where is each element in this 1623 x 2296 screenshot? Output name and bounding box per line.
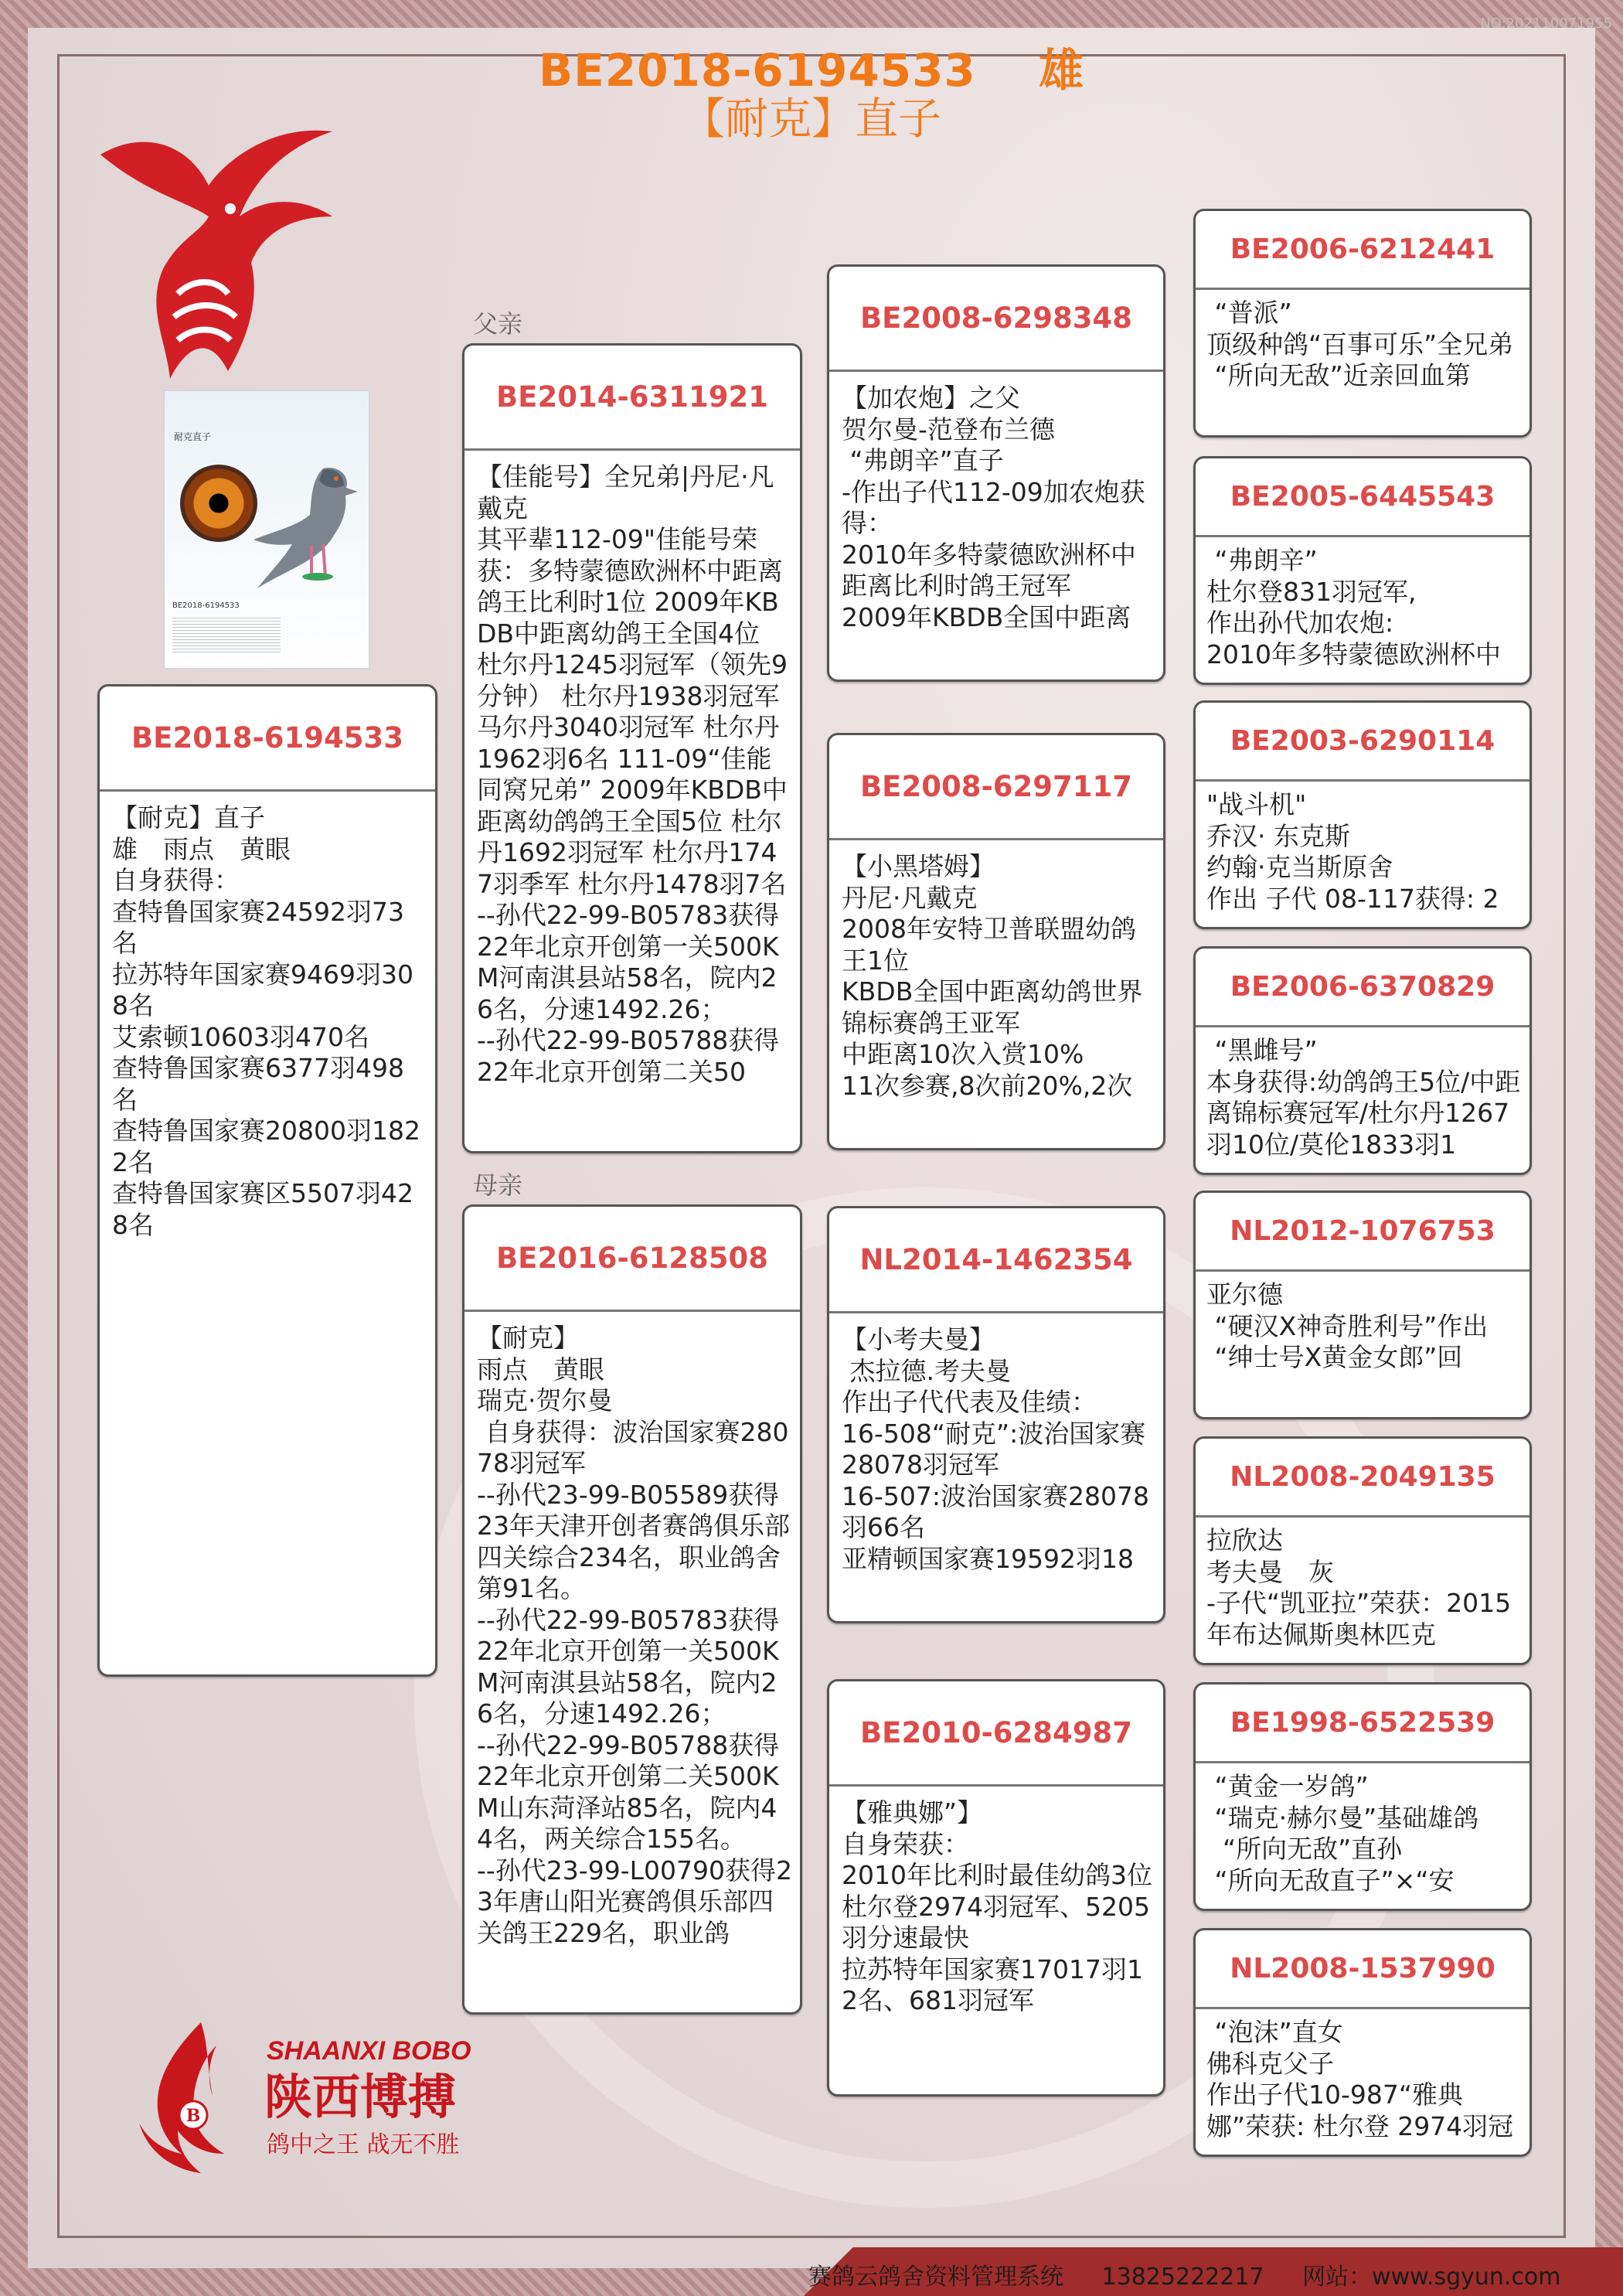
mother-line: --孙代22-99-B05783获得22年北京开创第一关500KM河南淇县站58名，院内26名，分速1492.26； <box>477 1604 780 1729</box>
footer-system: 赛鸽云鸽舍资料管理系统 <box>808 2264 1063 2291</box>
detail-line: 佛科克父子 <box>1206 2048 1334 2079</box>
detail-line: 2010年比利时最佳幼鸽3位 <box>842 1860 1152 1890</box>
detail-line: 【加农炮】之父 <box>842 383 1020 413</box>
father-label: 父亲 <box>473 309 523 339</box>
great-grandparent-ring: NL2008-1537990 <box>1196 1930 1529 2009</box>
detail-line: -子代“凯亚拉”荣获：2015年布达佩斯奥林匹克 <box>1206 1588 1512 1650</box>
subject-line: 查特鲁国家赛20800羽1822名 <box>112 1116 420 1177</box>
subject-line: 查特鲁国家赛区5507羽428名 <box>112 1178 413 1240</box>
paternal-grandfather-details <box>829 372 1163 633</box>
detail-line: 【雅典娜”】 <box>842 1797 983 1828</box>
great-grandparent-details <box>1196 537 1529 670</box>
detail-line: “所向无敌”近亲回血第 <box>1206 360 1471 390</box>
brand-logo <box>116 2015 502 2177</box>
great-grandparent-ring: NL2008-2049135 <box>1196 1439 1529 1518</box>
maternal-grandfather-ring: NL2014-1462354 <box>829 1208 1163 1313</box>
subject-ring: BE2018-6194533 <box>100 686 435 792</box>
detail-line: 亚精顿国家赛19592羽18 <box>842 1543 1134 1574</box>
svg-text:B: B <box>185 2106 201 2126</box>
brand-bird-icon <box>139 2022 224 2173</box>
detail-line: 顶级种鸽“百事可乐”全兄弟 <box>1206 329 1514 359</box>
detail-line: “泡沫”直女 <box>1206 2017 1343 2047</box>
title-sex: 雄 <box>1039 44 1085 97</box>
father-line: 其平辈112-09"佳能号荣获：多特蒙德欧洲杯中距离鸽王比利时1位 2009年KBDB中距离幼鸽王全国4位 杜尔丹1245羽冠军（领先9分钟） 杜尔丹1938羽冠军 马尔丹3040羽冠军 杜尔丹1962羽6名 111-09“佳能同窝兄弟” 2009年KBDB中距离幼鸽鸽王全国5位 杜尔丹1692羽冠军 杜尔丹1747羽季军 杜尔丹1478羽7名 <box>477 524 788 899</box>
subject-line: 拉苏特年国家赛9469羽308名 <box>112 959 413 1020</box>
detail-line: 2008年安特卫普联盟幼鸽王1位 <box>842 914 1136 976</box>
detail-line: “弗朗辛” <box>1206 545 1318 575</box>
photo-fine-print <box>172 615 281 654</box>
maternal-grandmother-card <box>827 1679 1165 2097</box>
detail-line: 【小考夫曼】 <box>842 1324 995 1354</box>
father-card <box>462 343 802 1153</box>
detail-line: 作出子代10-987“雅典娜”荣获: 杜尔登 2974羽冠 <box>1206 2080 1514 2141</box>
mother-line: --孙代23-99-B05589获得23年天津开创者赛鸽俱乐部四关综合234名，职业鸽舍第91名。 <box>477 1479 790 1603</box>
maternal-grandmother-ring: BE2010-6284987 <box>829 1681 1163 1787</box>
detail-line: 16-508“耐克”:波治国家赛28078羽冠军 <box>842 1418 1146 1480</box>
photo-ring: BE2018-6194533 <box>172 601 240 610</box>
great-grandparent-card <box>1193 1682 1532 1911</box>
detail-line: 拉欣达 <box>1206 1525 1283 1555</box>
pigeon-icon <box>250 453 366 600</box>
detail-line: 自身荣获： <box>842 1828 969 1859</box>
detail-line: “硬汉X神奇胜利号”作出 <box>1206 1310 1489 1341</box>
subject-line: 自身获得： <box>112 865 240 895</box>
detail-line: 2010年多特蒙德欧洲杯中 <box>1206 639 1501 669</box>
paternal-grandfather-card <box>827 264 1165 682</box>
detail-line: 2009年KBDB全国中距离 <box>842 601 1131 632</box>
mother-line: --孙代23-99-L00790获得23年唐山阳光赛鸽俱乐部四关鸽王229名，职业鸽 <box>477 1855 792 1948</box>
maternal-grandmother-details <box>829 1787 1163 2017</box>
brand-name-en: SHAANXI BOBO <box>267 2036 471 2066</box>
mother-details <box>464 1312 800 1949</box>
eye-image <box>180 465 257 542</box>
title-ring: BE2018-6194533 <box>538 44 976 97</box>
mother-card <box>462 1204 802 2015</box>
detail-line: 作出子代代表及佳绩： <box>842 1387 1097 1417</box>
great-grandparent-details <box>1196 1763 1529 1896</box>
detail-line: 中距离10次入赏10% <box>842 1039 1084 1069</box>
great-grandparent-ring: BE2005-6445543 <box>1196 458 1529 537</box>
great-grandparent-details <box>1196 1027 1529 1160</box>
detail-line: 杜尔登2974羽冠军、5205 羽分速最快 <box>842 1891 1159 1953</box>
subject-line: 查特鲁国家赛6377羽498名 <box>112 1053 404 1115</box>
detail-line: 杰拉德.考夫曼 <box>842 1355 1011 1386</box>
great-grandparent-card <box>1193 456 1532 685</box>
detail-line: 作出 子代 08-117获得: 2 <box>1206 883 1499 914</box>
great-grandparent-ring: BE2006-6370829 <box>1196 949 1529 1027</box>
father-details <box>464 451 800 1088</box>
father-ring: BE2014-6311921 <box>464 346 800 451</box>
phoenix-logo-icon <box>93 116 348 394</box>
great-grandparent-ring: BE2003-6290114 <box>1196 703 1529 782</box>
brand-name-cn: 陕西博搏 <box>264 2069 457 2125</box>
detail-line: 约翰·克当斯原舍 <box>1206 852 1393 882</box>
detail-line: 【小黑塔姆】 <box>842 851 995 881</box>
detail-line: 考夫曼 灰 <box>1206 1556 1334 1587</box>
great-grandparent-details <box>1196 782 1529 915</box>
paternal-grandmother-details <box>829 840 1163 1102</box>
great-grandparent-card <box>1193 700 1532 929</box>
detail-line: 11次参赛,8次前20%,2次 <box>842 1070 1133 1101</box>
subject-card <box>97 684 437 1677</box>
detail-line: “瑞克·赫尔曼”基础雄鸽 <box>1206 1802 1479 1833</box>
detail-line: “弗朗辛”直子 <box>842 445 1004 475</box>
great-grandparent-details <box>1196 1518 1529 1650</box>
detail-line: 贺尔曼-范登布兰德 <box>842 414 1055 445</box>
document-number: NO:202110071955 <box>1480 15 1612 32</box>
great-grandparent-ring: BE1998-6522539 <box>1196 1685 1529 1763</box>
detail-line: -作出子代112-09加农炮获得： <box>842 476 1145 538</box>
mother-line: 瑞克·贺尔曼 <box>477 1385 613 1415</box>
great-grandparent-card <box>1193 1436 1532 1665</box>
maternal-grandfather-details <box>829 1313 1163 1575</box>
mother-line: 自身获得：波治国家赛28078羽冠军 <box>477 1416 789 1478</box>
pigeon-photo <box>164 390 369 669</box>
paternal-grandfather-ring: BE2008-6298348 <box>829 267 1163 372</box>
mother-line: --孙代22-99-B05788获得22年北京开创第二关500KM山东菏泽站85名，院内44名，两关综合155名。 <box>477 1729 780 1854</box>
great-grandparent-details <box>1196 2009 1529 2142</box>
father-line: --孙代22-99-B05783获得22年北京开创第一关500KM河南淇县站58名，院内26名，分速1492.26； <box>477 900 780 1024</box>
father-line: 【佳能号】全兄弟|丹尼·凡戴克 <box>477 462 774 523</box>
detail-line: 作出孙代加农炮: <box>1206 608 1394 638</box>
father-line: --孙代22-99-B05788获得22年北京开创第二关50 <box>477 1025 780 1087</box>
subject-line: 查特鲁国家赛24592羽73名 <box>112 896 404 958</box>
detail-line: 亚尔德 <box>1206 1279 1283 1310</box>
great-grandparent-details <box>1196 1272 1529 1374</box>
detail-line: “所向无敌”直孙 <box>1206 1834 1403 1864</box>
subject-line: 艾索顿10603羽470名 <box>112 1021 369 1052</box>
detail-line: KBDB全国中距离幼鸽世界锦标赛鸽王亚军 <box>842 976 1143 1038</box>
mother-line: 雨点 黄眼 <box>477 1354 604 1385</box>
mother-line: 【耐克】 <box>477 1323 579 1353</box>
great-grandparent-card <box>1193 1191 1532 1419</box>
great-grandparent-card <box>1193 1928 1532 2157</box>
detail-line: “绅士号X黄金女郎”回 <box>1206 1342 1463 1372</box>
paternal-grandmother-card <box>827 733 1165 1150</box>
detail-line: “普派” <box>1206 298 1292 328</box>
photo-title: 耐克直子 <box>174 431 212 442</box>
detail-line: “黑雌号” <box>1206 1035 1318 1065</box>
footer-website-link[interactable]: 网站：www.sgyun.com <box>1302 2264 1561 2291</box>
great-grandparent-card <box>1193 946 1532 1175</box>
footer-text <box>808 2257 1561 2291</box>
great-grandparent-card <box>1193 209 1532 438</box>
page-subtitle: 【耐克】直子 <box>682 94 941 145</box>
detail-line: 本身获得:幼鸽鸽王5位/中距离锦标赛冠军/杜尔丹1267羽10位/莫伦1833羽1 <box>1206 1066 1521 1160</box>
detail-line: 乔汉· 东克斯 <box>1206 820 1350 851</box>
detail-line: 拉苏特年国家赛17017羽12名、681羽冠军 <box>842 1954 1143 2015</box>
great-grandparent-details <box>1196 290 1529 392</box>
detail-line: 丹尼·凡戴克 <box>842 882 978 913</box>
great-grandparent-ring: BE2006-6212441 <box>1196 211 1529 290</box>
detail-line: 2010年多特蒙德欧洲杯中距离比利时鸽王冠军 <box>842 539 1136 601</box>
detail-line: 16-507:波治国家赛28078羽66名 <box>842 1480 1149 1542</box>
subject-details <box>100 792 435 1241</box>
subject-line: 雄 雨点 黄眼 <box>112 833 291 864</box>
subject-line: 【耐克】直子 <box>112 802 265 833</box>
detail-line: "战斗机" <box>1206 789 1307 819</box>
detail-line: “所向无敌直子”×“安 <box>1206 1865 1455 1896</box>
mother-label: 母亲 <box>473 1170 523 1200</box>
brand-slogan: 鸽中之王 战无不胜 <box>267 2131 460 2158</box>
mother-ring: BE2016-6128508 <box>464 1207 800 1312</box>
great-grandparent-ring: NL2012-1076753 <box>1196 1193 1529 1272</box>
detail-line: “黄金一岁鸽” <box>1206 1771 1369 1801</box>
maternal-grandfather-card <box>827 1206 1165 1623</box>
footer-phone: 13825222217 <box>1101 2264 1264 2291</box>
detail-line: 杜尔登831羽冠军, <box>1206 576 1417 607</box>
paternal-grandmother-ring: BE2008-6297117 <box>829 735 1163 840</box>
